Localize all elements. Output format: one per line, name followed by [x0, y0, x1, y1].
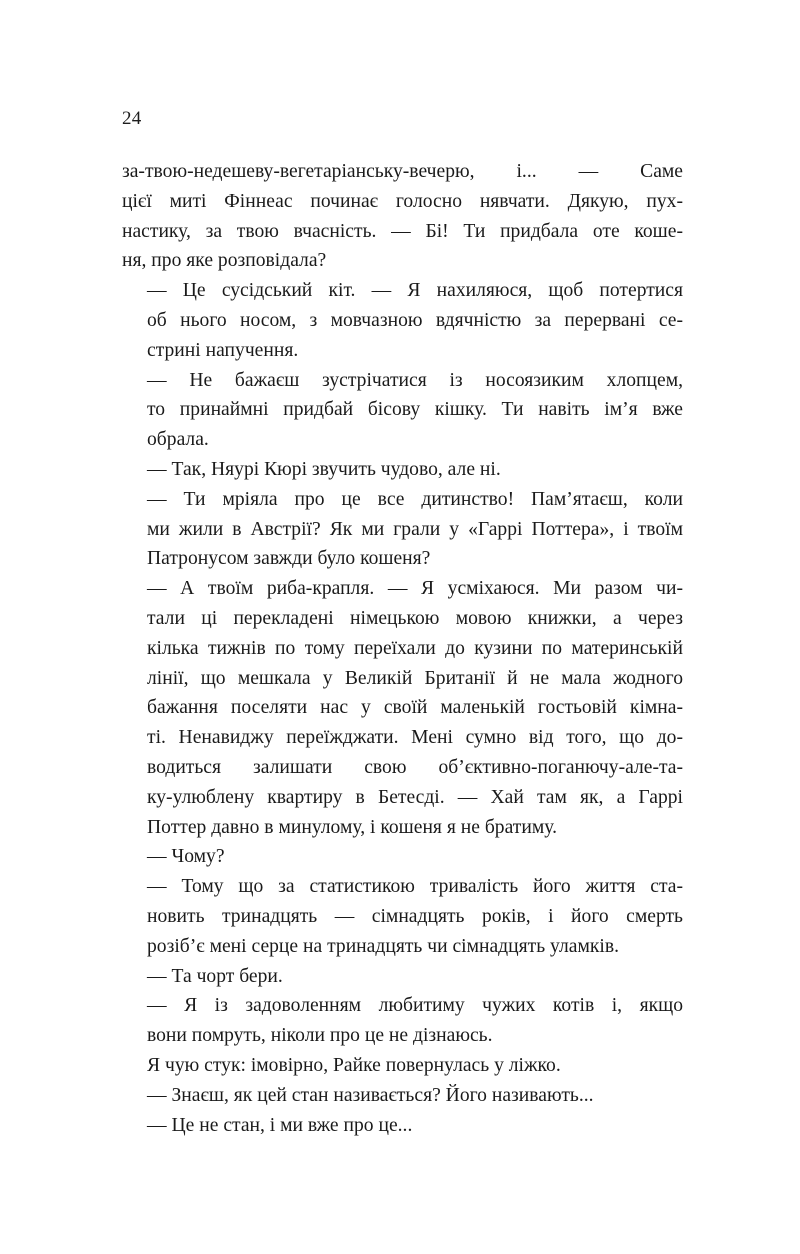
text-line: — А твоїм риба-крапля. — Я усміхаюся. Ми разом чи- [147, 578, 683, 600]
text-line: цієї миті Фіннеас починає голосно нявчати. Дякую, пух- [122, 190, 683, 212]
page-number: 24 [122, 108, 142, 129]
text-line: — Це сусідський кіт. — Я нахиляюся, щоб потертися [147, 280, 683, 302]
text-line: обрала. [147, 429, 209, 451]
paragraph [122, 842, 683, 872]
text-line: — Ти мріяла про це все дитинство! Пам’ятаєш, коли [147, 488, 683, 510]
text-line: — Не бажаєш зустрічатися із носоязиким хлопцем, [147, 369, 683, 391]
text-line: Поттер давно в минулому, і кошеня я не братиму. [147, 816, 557, 838]
text-line: — Та чорт бери. [147, 965, 283, 987]
text-line: розіб’є мені серце на тринадцять чи сімнадцять уламків. [147, 935, 619, 957]
text-line: ня, про яке розповідала? [122, 250, 327, 272]
text-line: — Я із задоволенням любитиму чужих котів і, якщо [147, 995, 683, 1017]
paragraph [122, 962, 683, 992]
text-line: стрині напучення. [147, 339, 299, 361]
text-line: новить тринадцять — сімнадцять років, і його смерть [147, 905, 683, 927]
text-line: — Знаєш, як цей стан називається? Його називають... [147, 1084, 594, 1106]
text-line: — Чому? [147, 846, 225, 868]
text-line: ми жили в Австрії? Як ми грали у «Гаррі Поттера», і твоїм [147, 518, 683, 540]
text-line: настику, за твою вчасність. — Бі! Ти придбала оте коше- [122, 220, 683, 242]
paragraph [122, 485, 683, 574]
text-line: — Так, Няурі Кюрі звучить чудово, але ні. [147, 458, 501, 480]
text-line: за-твою-недешеву-вегетаріанську-вечерю, і... — Саме [122, 161, 683, 182]
text-line: то принаймні придбай бісову кішку. Ти навіть ім’я вже [147, 399, 683, 421]
paragraph [122, 276, 683, 365]
text-line: вони помруть, ніколи про це не дізнаюсь. [147, 1025, 493, 1047]
paragraph [122, 455, 683, 485]
text-line: — Це не стан, і ми вже про це... [147, 1114, 413, 1136]
text-line: бажання поселяти нас у своїй маленькій гостьовій кімна- [147, 697, 683, 719]
paragraph [122, 1051, 683, 1081]
paragraph [122, 574, 683, 842]
text-line: кілька тижнів по тому переїхали до кузини по материнській [147, 637, 683, 659]
paragraph [122, 872, 683, 961]
text-line: лінії, що мешкала у Великій Британії й не мала жодного [147, 667, 683, 689]
text-line: об нього носом, з мовчазною вдячністю за перервані се- [147, 309, 683, 331]
text-line: тали ці перекладені німецькою мовою книжки, а через [147, 607, 683, 629]
text-line: ті. Ненавиджу переїжджати. Мені сумно від того, що до- [147, 727, 683, 749]
text-line: Патронусом завжди було кошеня? [147, 548, 431, 570]
text-line: водиться залишати свою об’єктивно-поганючу-але-та- [147, 756, 683, 778]
text-line: ку-улюблену квартиру в Бетесді. — Хай там як, а Гаррі [147, 786, 683, 808]
paragraph [122, 366, 683, 455]
paragraph [122, 1111, 683, 1141]
paragraph [122, 1081, 683, 1111]
body-text-block [122, 157, 683, 1140]
paragraph [122, 991, 683, 1051]
paragraph [122, 157, 683, 276]
text-line: Я чую стук: імовірно, Райке повернулась у ліжко. [147, 1054, 561, 1076]
text-line: — Тому що за статистикою тривалість його життя ста- [147, 876, 683, 898]
